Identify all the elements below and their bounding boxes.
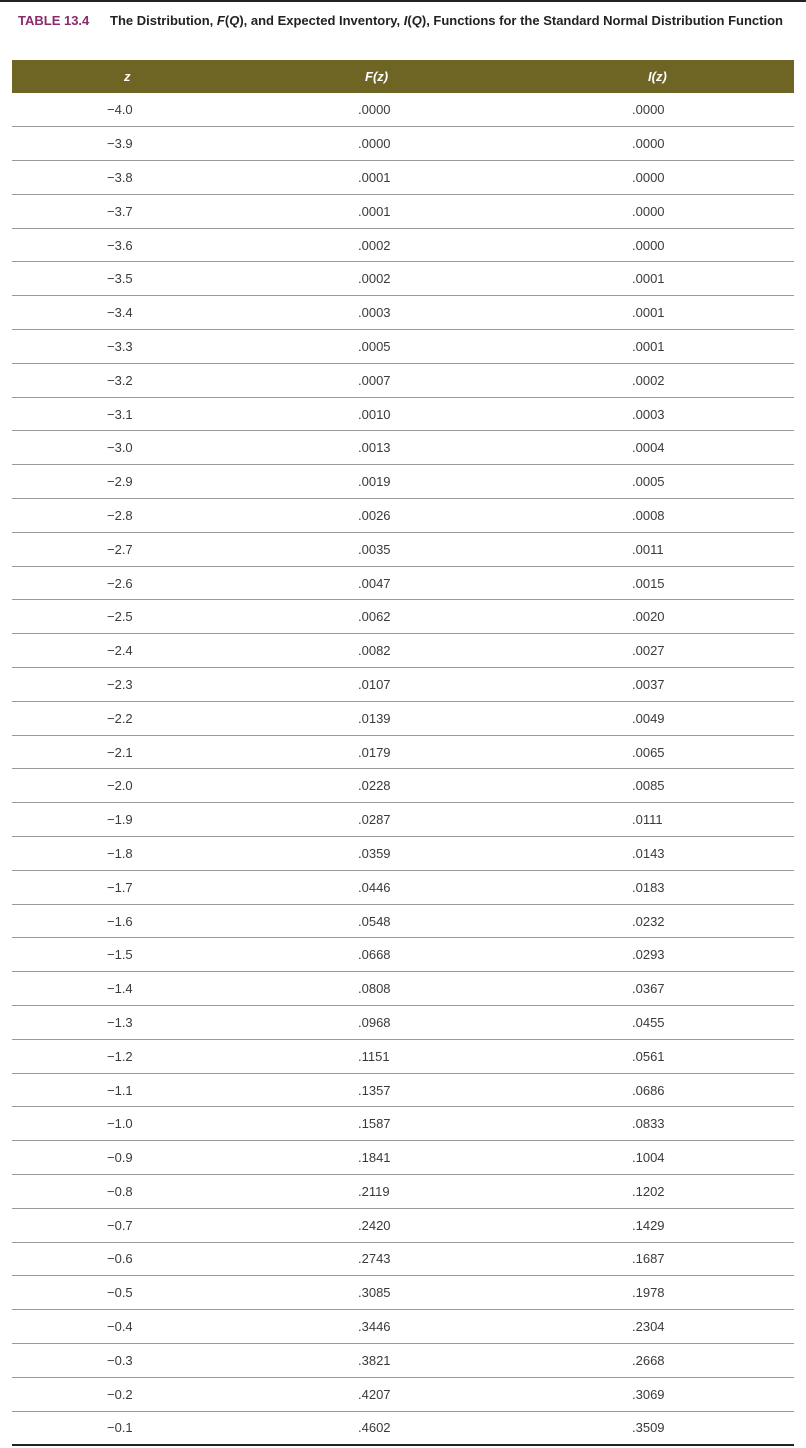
i-value: .0004: [632, 440, 665, 456]
z-value: −3.5: [107, 271, 133, 287]
z-value: −0.6: [107, 1251, 133, 1267]
f-value: .0003: [358, 305, 391, 321]
z-value: −0.4: [107, 1319, 133, 1335]
z-value: −1.2: [107, 1048, 133, 1064]
z-value-cell: [12, 93, 257, 127]
i-value: .0367: [632, 981, 665, 997]
table-row: [12, 1411, 794, 1445]
z-value: −3.6: [107, 237, 133, 253]
z-value-cell: [12, 1141, 257, 1175]
z-value: −2.8: [107, 507, 133, 523]
f-value: .1357: [358, 1082, 391, 1098]
f-value: .4207: [358, 1386, 391, 1402]
f-value: .1841: [358, 1150, 391, 1166]
i-value-cell: [532, 1006, 794, 1040]
table-row: [12, 93, 794, 127]
i-value-cell: [532, 701, 794, 735]
f-value-cell: [257, 634, 532, 668]
i-value-cell: [532, 1073, 794, 1107]
f-value: .0010: [358, 406, 391, 422]
z-value: −0.9: [107, 1150, 133, 1166]
z-value: −2.1: [107, 744, 133, 760]
f-value-cell: [257, 1276, 532, 1310]
z-value: −3.0: [107, 440, 133, 456]
i-value: .0561: [632, 1048, 665, 1064]
z-value-cell: [12, 161, 257, 195]
z-value: −1.3: [107, 1014, 133, 1030]
table-row: [12, 1242, 794, 1276]
z-value-cell: [12, 499, 257, 533]
f-value-cell: [257, 532, 532, 566]
i-value-cell: [532, 262, 794, 296]
f-value-cell: [257, 837, 532, 871]
f-value-cell: [257, 262, 532, 296]
z-value: −1.5: [107, 947, 133, 963]
z-value: −3.1: [107, 406, 133, 422]
i-value: .2304: [632, 1319, 665, 1335]
z-value: −2.7: [107, 541, 133, 557]
table-caption: [18, 10, 788, 32]
z-value-cell: [12, 904, 257, 938]
f-value: .0035: [358, 541, 391, 557]
f-value: .1587: [358, 1116, 391, 1132]
f-value: .0107: [358, 676, 391, 692]
i-value: .0833: [632, 1116, 665, 1132]
z-value-cell: [12, 1377, 257, 1411]
f-value-cell: [257, 1377, 532, 1411]
i-value-cell: [532, 161, 794, 195]
table-row: [12, 735, 794, 769]
z-value-cell: [12, 431, 257, 465]
i-value: .1687: [632, 1251, 665, 1267]
f-value: .0007: [358, 372, 391, 388]
table-row: [12, 1377, 794, 1411]
f-value: .0446: [358, 879, 391, 895]
i-value-cell: [532, 330, 794, 364]
i-value-cell: [532, 1411, 794, 1445]
z-value: −2.0: [107, 778, 133, 794]
i-value-cell: [532, 1175, 794, 1209]
i-value-cell: [532, 1310, 794, 1344]
z-value: −1.7: [107, 879, 133, 895]
f-value-cell: [257, 600, 532, 634]
f-value-cell: [257, 735, 532, 769]
f-value: .0047: [358, 575, 391, 591]
z-value-cell: [12, 938, 257, 972]
i-value-cell: [532, 431, 794, 465]
table-row: [12, 499, 794, 533]
i-value: .0005: [632, 474, 665, 490]
i-value-cell: [532, 803, 794, 837]
i-value-cell: [532, 870, 794, 904]
header-z: z: [124, 69, 131, 84]
z-value: −3.9: [107, 136, 133, 152]
z-value: −0.5: [107, 1285, 133, 1301]
z-value-cell: [12, 228, 257, 262]
f-value: .0359: [358, 845, 391, 861]
z-value-cell: [12, 465, 257, 499]
i-value-cell: [532, 93, 794, 127]
i-value-cell: [532, 1208, 794, 1242]
f-value: .1151: [358, 1048, 390, 1064]
f-value-cell: [257, 127, 532, 161]
table-row: [12, 668, 794, 702]
f-value-cell: [257, 93, 532, 127]
i-value: .0002: [632, 372, 665, 388]
f-value-cell: [257, 803, 532, 837]
f-value-cell: [257, 1006, 532, 1040]
z-value: −2.6: [107, 575, 133, 591]
i-value: .0000: [632, 102, 665, 118]
i-value: .0003: [632, 406, 665, 422]
f-value-cell: [257, 769, 532, 803]
i-value-cell: [532, 1141, 794, 1175]
f-value-cell: [257, 566, 532, 600]
f-value-cell: [257, 668, 532, 702]
i-value-cell: [532, 904, 794, 938]
table-row: [12, 904, 794, 938]
f-value-cell: [257, 194, 532, 228]
f-value-cell: [257, 1208, 532, 1242]
f-value: .0062: [358, 609, 391, 625]
z-value-cell: [12, 1343, 257, 1377]
z-value: −2.2: [107, 710, 133, 726]
table-row: [12, 1141, 794, 1175]
f-value: .0139: [358, 710, 391, 726]
f-value-cell: [257, 1141, 532, 1175]
f-value: .0026: [358, 507, 391, 523]
header-f: F(z): [365, 69, 389, 84]
f-value-cell: [257, 1310, 532, 1344]
table-header: [12, 60, 794, 93]
i-value-cell: [532, 465, 794, 499]
i-value: .0001: [632, 305, 665, 321]
i-value: .0455: [632, 1014, 665, 1030]
table-row: [12, 194, 794, 228]
table-row: [12, 262, 794, 296]
f-value: .2420: [358, 1217, 391, 1233]
i-value: .1978: [632, 1285, 665, 1301]
i-value-cell: [532, 634, 794, 668]
table-row: [12, 1175, 794, 1209]
i-value-cell: [532, 1039, 794, 1073]
table-row: [12, 1006, 794, 1040]
f-value: .4602: [358, 1420, 391, 1436]
i-value: .0000: [632, 203, 665, 219]
f-value: .0287: [358, 812, 391, 828]
z-value-cell: [12, 194, 257, 228]
table-row: [12, 837, 794, 871]
f-value: .3821: [358, 1352, 391, 1368]
z-value-cell: [12, 837, 257, 871]
header-row: [12, 60, 794, 93]
table-row: [12, 330, 794, 364]
z-value-cell: [12, 1107, 257, 1141]
z-value: −3.8: [107, 169, 133, 185]
i-value: .0049: [632, 710, 665, 726]
i-value-cell: [532, 228, 794, 262]
z-value-cell: [12, 1242, 257, 1276]
z-value-cell: [12, 566, 257, 600]
table-row: [12, 228, 794, 262]
f-value-cell: [257, 1411, 532, 1445]
table-row: [12, 938, 794, 972]
i-value: .0085: [632, 778, 665, 794]
z-value: −1.0: [107, 1116, 133, 1132]
f-value-cell: [257, 1073, 532, 1107]
i-value-cell: [532, 972, 794, 1006]
f-value: .0005: [358, 338, 391, 354]
table-row: [12, 363, 794, 397]
i-value: .0183: [632, 879, 665, 895]
z-value: −0.7: [107, 1217, 133, 1233]
z-value: −2.4: [107, 643, 133, 659]
table-row: [12, 600, 794, 634]
f-value: .0001: [358, 169, 391, 185]
i-value: .1202: [632, 1183, 665, 1199]
z-value-cell: [12, 1208, 257, 1242]
z-value-cell: [12, 803, 257, 837]
z-value: −3.4: [107, 305, 133, 321]
f-value-cell: [257, 870, 532, 904]
table-row: [12, 634, 794, 668]
f-value-cell: [257, 228, 532, 262]
i-value: .0065: [632, 744, 665, 760]
i-value-cell: [532, 532, 794, 566]
f-value-cell: [257, 972, 532, 1006]
i-value: .0000: [632, 237, 665, 253]
z-value-cell: [12, 330, 257, 364]
z-value-cell: [12, 262, 257, 296]
i-value: .0000: [632, 136, 665, 152]
z-value: −2.3: [107, 676, 133, 692]
header-i: I(z): [648, 69, 667, 84]
i-value: .0037: [632, 676, 665, 692]
z-value-cell: [12, 600, 257, 634]
z-value-cell: [12, 870, 257, 904]
i-value: .0000: [632, 169, 665, 185]
z-value: −4.0: [107, 102, 133, 118]
i-value-cell: [532, 668, 794, 702]
table-row: [12, 701, 794, 735]
f-value-cell: [257, 1107, 532, 1141]
f-value: .0013: [358, 440, 391, 456]
z-value-cell: [12, 701, 257, 735]
i-value: .0143: [632, 845, 665, 861]
table-row: [12, 1276, 794, 1310]
f-value-cell: [257, 296, 532, 330]
i-value: .0232: [632, 913, 665, 929]
i-value: .0020: [632, 609, 665, 625]
i-value: .0293: [632, 947, 665, 963]
table-row: [12, 566, 794, 600]
i-value: .0001: [632, 271, 665, 287]
z-value: −0.2: [107, 1386, 133, 1402]
z-value-cell: [12, 397, 257, 431]
f-value: .0179: [358, 744, 391, 760]
i-value: .2668: [632, 1352, 665, 1368]
f-value-cell: [257, 1343, 532, 1377]
f-value: .0000: [358, 102, 391, 118]
f-value: .2119: [358, 1183, 390, 1199]
z-value: −2.9: [107, 474, 133, 490]
z-value-cell: [12, 296, 257, 330]
table-body: [12, 93, 794, 1445]
i-value-cell: [532, 837, 794, 871]
i-value-cell: [532, 363, 794, 397]
f-value-cell: [257, 397, 532, 431]
i-value: .0015: [632, 575, 665, 591]
z-value: −3.7: [107, 203, 133, 219]
f-value-cell: [257, 465, 532, 499]
z-value: −0.8: [107, 1183, 133, 1199]
z-value: −1.1: [107, 1082, 133, 1098]
table-row: [12, 1107, 794, 1141]
z-value: −3.2: [107, 372, 133, 388]
i-value-cell: [532, 397, 794, 431]
table-row: [12, 431, 794, 465]
z-value-cell: [12, 1310, 257, 1344]
f-value: .2743: [358, 1251, 391, 1267]
f-value: .0002: [358, 271, 391, 287]
i-value: .0001: [632, 338, 665, 354]
table-row: [12, 127, 794, 161]
table-row: [12, 465, 794, 499]
f-value: .0668: [358, 947, 391, 963]
f-value-cell: [257, 701, 532, 735]
i-value: .0027: [632, 643, 665, 659]
table-row: [12, 1310, 794, 1344]
table-title: The Distribution, F(Q), and Expected Inventory, I(Q), Functions for the Standard Normal Distribution Function: [110, 13, 783, 28]
f-value: .0228: [358, 778, 391, 794]
top-rule: [0, 0, 806, 2]
f-value-cell: [257, 1175, 532, 1209]
f-value: .0968: [358, 1014, 391, 1030]
z-value-cell: [12, 972, 257, 1006]
i-value: .3509: [632, 1420, 665, 1436]
f-value: .0019: [358, 474, 391, 490]
i-value-cell: [532, 1343, 794, 1377]
i-value: .0011: [632, 541, 664, 557]
f-value: .0082: [358, 643, 391, 659]
f-value-cell: [257, 363, 532, 397]
z-value: −0.3: [107, 1352, 133, 1368]
f-value: .3446: [358, 1319, 391, 1335]
z-value: −1.4: [107, 981, 133, 997]
f-value-cell: [257, 330, 532, 364]
table-row: [12, 161, 794, 195]
i-value-cell: [532, 127, 794, 161]
f-value: .0000: [358, 136, 391, 152]
f-value: .0548: [358, 913, 391, 929]
i-value: .0686: [632, 1082, 665, 1098]
i-value-cell: [532, 769, 794, 803]
i-value: .1004: [632, 1150, 665, 1166]
table-row: [12, 803, 794, 837]
z-value-cell: [12, 735, 257, 769]
table-row: [12, 532, 794, 566]
i-value: .0008: [632, 507, 665, 523]
f-value-cell: [257, 1039, 532, 1073]
f-value-cell: [257, 499, 532, 533]
i-value: .0111: [632, 812, 663, 828]
distribution-table: [12, 60, 794, 1446]
z-value-cell: [12, 769, 257, 803]
table-row: [12, 1208, 794, 1242]
i-value: .1429: [632, 1217, 665, 1233]
i-value-cell: [532, 1276, 794, 1310]
z-value-cell: [12, 532, 257, 566]
i-value-cell: [532, 1107, 794, 1141]
z-value-cell: [12, 363, 257, 397]
f-value-cell: [257, 431, 532, 465]
f-value: .0808: [358, 981, 391, 997]
table-row: [12, 1343, 794, 1377]
table-row: [12, 769, 794, 803]
i-value-cell: [532, 938, 794, 972]
f-value-cell: [257, 1242, 532, 1276]
i-value-cell: [532, 499, 794, 533]
table-row: [12, 972, 794, 1006]
i-value-cell: [532, 735, 794, 769]
z-value: −1.8: [107, 845, 133, 861]
z-value: −3.3: [107, 338, 133, 354]
z-value-cell: [12, 668, 257, 702]
z-value-cell: [12, 1276, 257, 1310]
f-value: .0002: [358, 237, 391, 253]
i-value-cell: [532, 1377, 794, 1411]
z-value: −1.6: [107, 913, 133, 929]
f-value: .0001: [358, 203, 391, 219]
i-value-cell: [532, 296, 794, 330]
f-value-cell: [257, 938, 532, 972]
z-value-cell: [12, 1411, 257, 1445]
z-value-cell: [12, 1006, 257, 1040]
z-value-cell: [12, 1073, 257, 1107]
z-value: −1.9: [107, 812, 133, 828]
f-value: .3085: [358, 1285, 391, 1301]
f-value-cell: [257, 161, 532, 195]
table-row: [12, 870, 794, 904]
z-value: −0.1: [107, 1420, 133, 1436]
table-row: [12, 1039, 794, 1073]
f-value-cell: [257, 904, 532, 938]
i-value-cell: [532, 566, 794, 600]
table-row: [12, 397, 794, 431]
i-value-cell: [532, 194, 794, 228]
i-value-cell: [532, 600, 794, 634]
table-label: TABLE 13.4: [18, 13, 90, 28]
z-value-cell: [12, 634, 257, 668]
z-value-cell: [12, 127, 257, 161]
z-value: −2.5: [107, 609, 133, 625]
table-row: [12, 1073, 794, 1107]
z-value-cell: [12, 1175, 257, 1209]
z-value-cell: [12, 1039, 257, 1073]
i-value: .3069: [632, 1386, 665, 1402]
table-row: [12, 296, 794, 330]
i-value-cell: [532, 1242, 794, 1276]
